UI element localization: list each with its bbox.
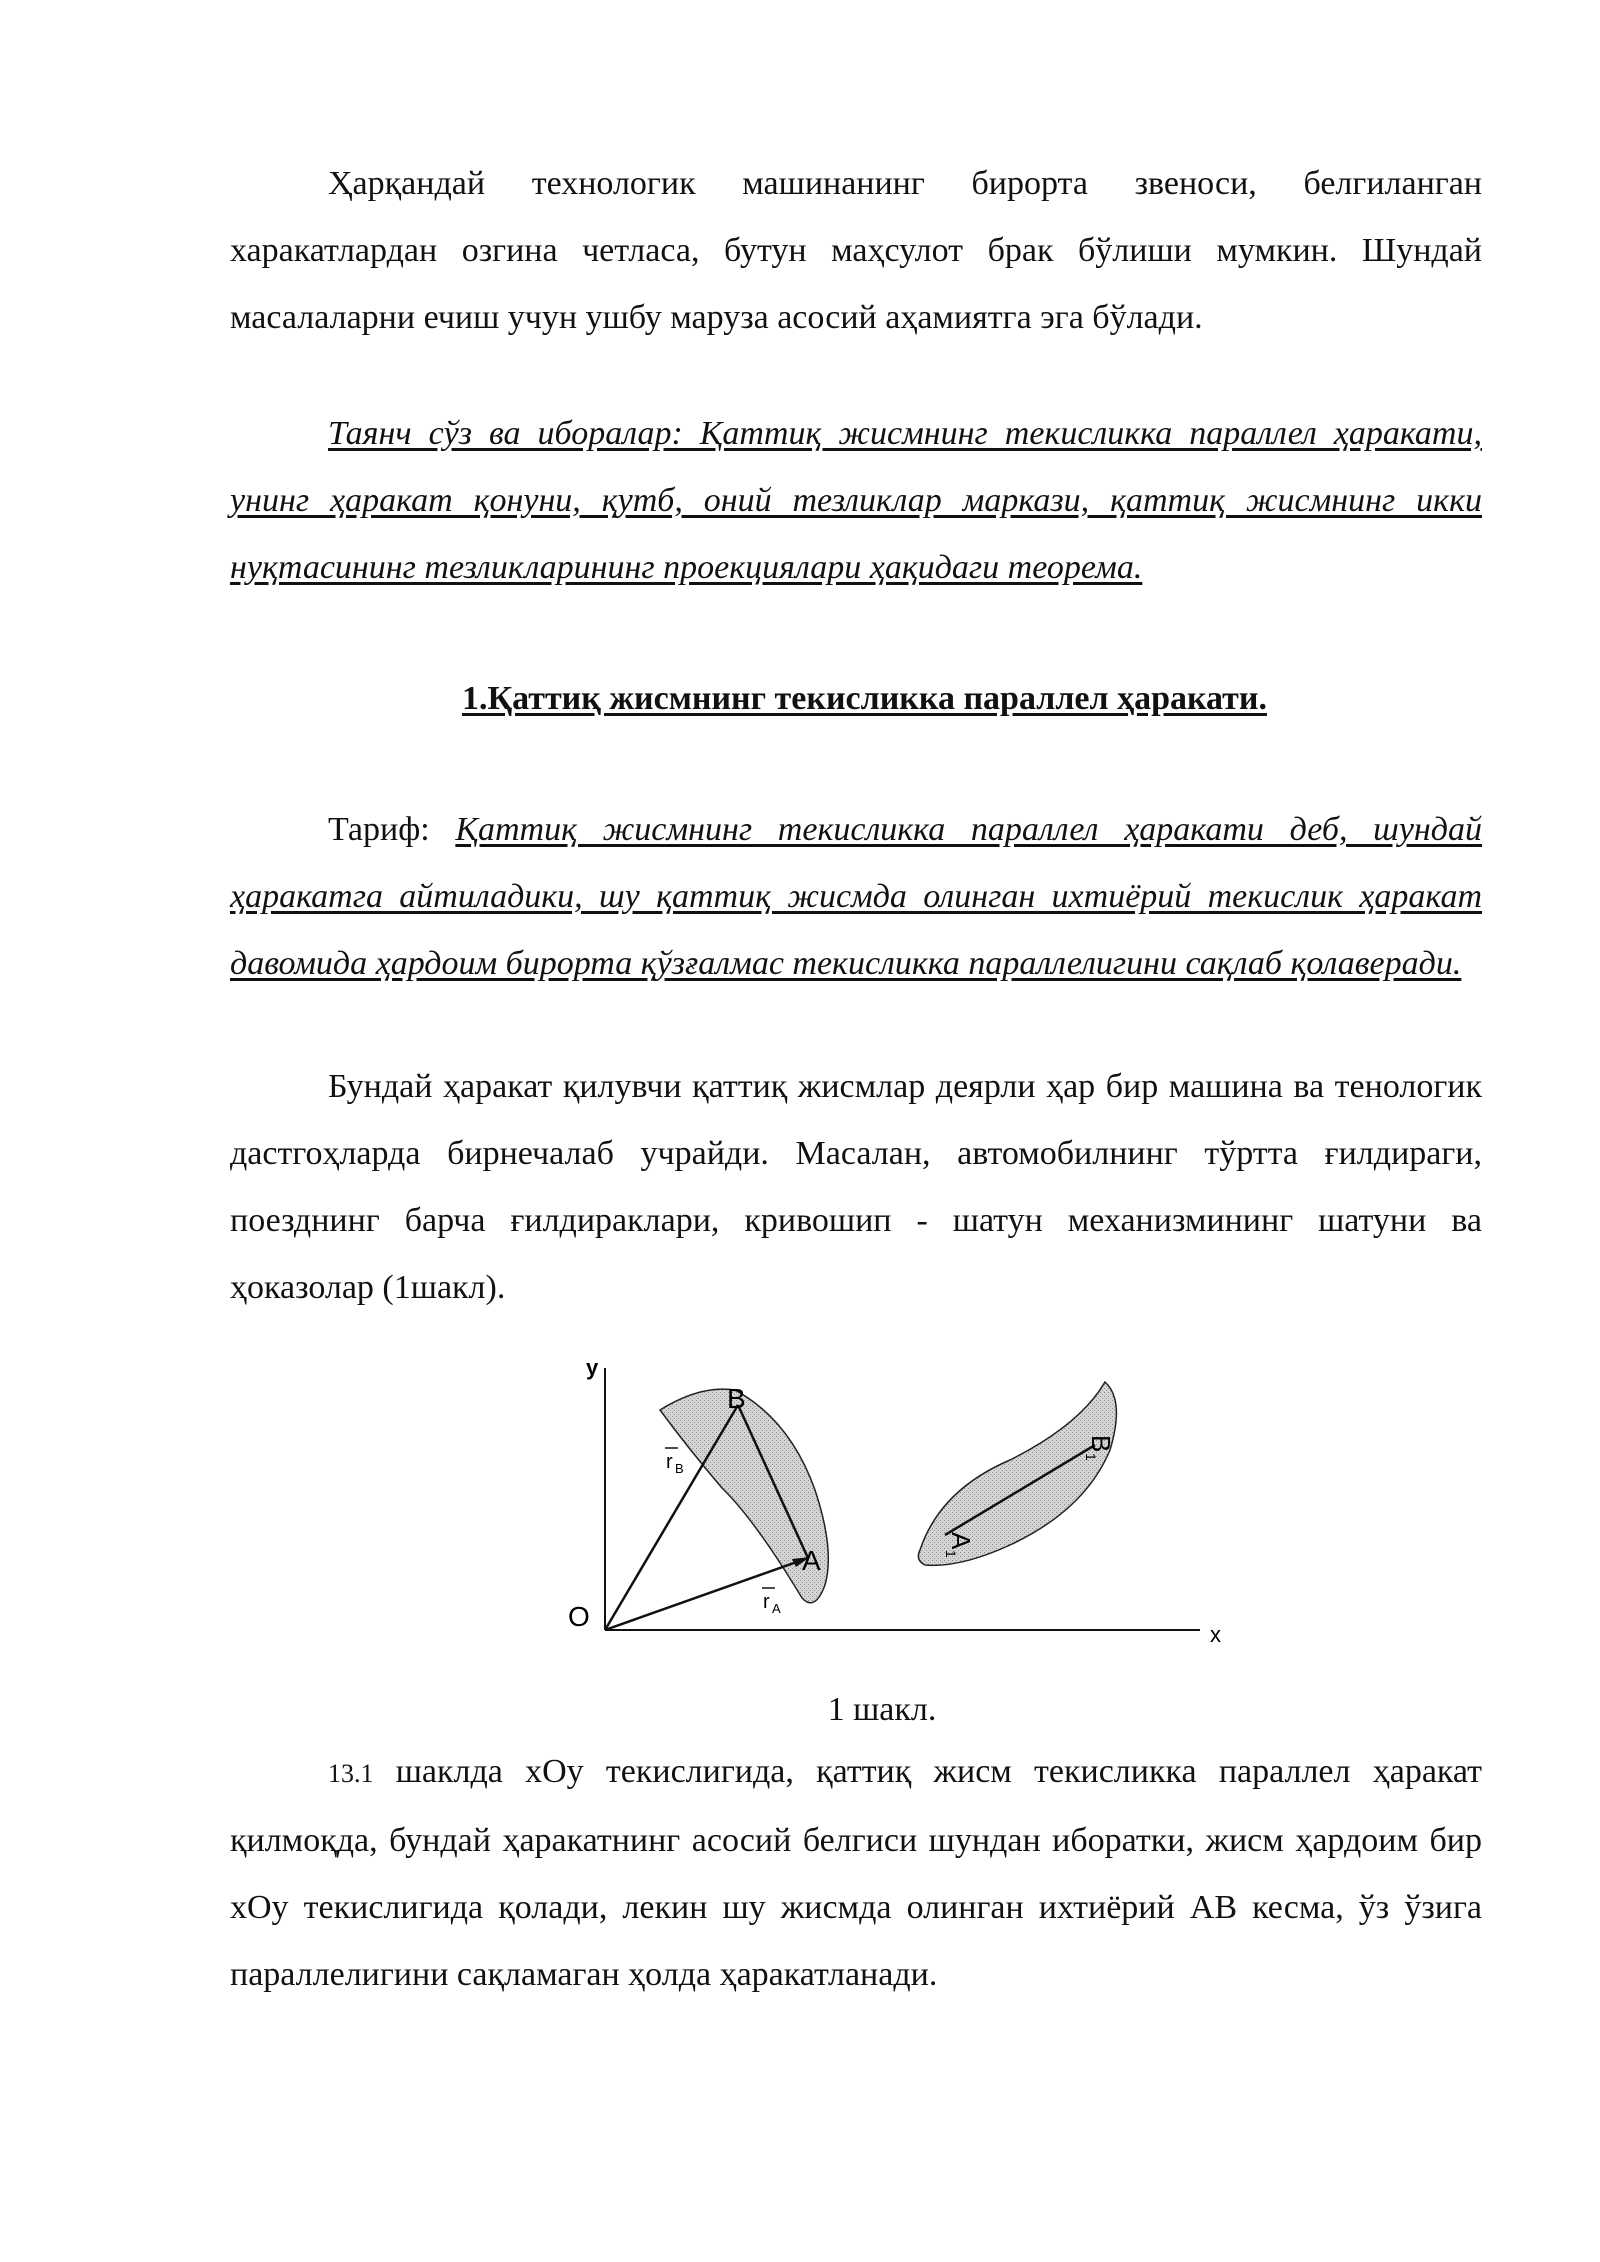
- vector-ra: [605, 1558, 808, 1630]
- figure-plane-motion: [540, 1340, 1260, 1665]
- point-b1-subscript: 1: [1083, 1453, 1099, 1461]
- vector-ra-symbol: r: [763, 1591, 770, 1613]
- point-b1-label: [1083, 1435, 1116, 1461]
- keywords-text: Таянч сўз ва иборалар: Қаттиқ жисмнинг текисликка параллел ҳаракати, унинг ҳаракат қонуни, қутб, оний тезликлар маркази, қаттиқ жисмнинг икки нуқтасининг тезликларининг проекциялари ҳақидаги теорема.: [230, 415, 1482, 586]
- examples-paragraph: Бундай ҳаракат қилувчи қаттиқ жисмлар деярли ҳар бир машина ва тенологик дастгоҳларда бирнечалаб учрайди. Масалан, автомобилнинг тўртта ғилдираги, поезднинг барча ғилдираклари, кривошип - шатун механизмининг шатуни ва ҳоказолар (1шакл).: [230, 1068, 1482, 1306]
- intro-paragraph: Ҳарқандай технологик машинанинг бирорта звеноси, белгиланган харакатлардан озгина четласа, бутун маҳсулот брак бўлиши мумкин. Шундай масалаларни ечиш учун ушбу маруза асосий аҳамиятга эга бўлади.: [230, 165, 1482, 336]
- point-b-label: B: [727, 1383, 746, 1414]
- explanation-paragraph: [230, 1738, 1482, 2008]
- point-a1-letter: A: [946, 1532, 976, 1550]
- figure-caption: 1 шакл.: [827, 1691, 937, 1728]
- figure-svg: [540, 1340, 1260, 1660]
- figure-number: 13.1: [328, 1759, 374, 1788]
- point-a1-subscript: 1: [943, 1550, 959, 1558]
- origin-label: O: [568, 1601, 590, 1632]
- definition-text: Қаттиқ жисмнинг текисликка параллел ҳаракати деб, шундай ҳаракатга айтиладики, шу қаттиқ жисмда олинган ихтиёрий текислик ҳаракат давомида ҳардоим бирорта қўзғалмас текисликка параллелигини сақлаб қолаверади.: [230, 811, 1482, 982]
- definition-paragraph: [230, 796, 1482, 997]
- point-a-label: A: [802, 1545, 821, 1576]
- vector-rb-symbol: r: [666, 1451, 673, 1473]
- vector-rb: [605, 1405, 738, 1630]
- vector-ra-subscript: A: [772, 1601, 781, 1616]
- keywords-paragraph: [230, 400, 1482, 601]
- vector-rb-label: [665, 1448, 684, 1476]
- vector-ra-label: [762, 1588, 781, 1616]
- explanation-text: шаклда хОу текислигида, қаттиқ жисм текисликка параллел ҳаракат қилмоқда, бундай ҳаракатнинг асосий белгиси шундан иборатки, жисм ҳардоим бир хОу текислигида қолади, лекин шу жисмда олинган ихтиёрий АВ кесма, ўз ўзига параллелигини сақламаган ҳолда ҳаракатланади.: [230, 1753, 1482, 1993]
- point-b1-letter: B: [1086, 1435, 1116, 1453]
- vector-rb-subscript: B: [675, 1461, 684, 1476]
- section-heading: 1.Қаттиқ жисмнинг текисликка параллел ҳаракати.: [462, 680, 1267, 717]
- y-axis-label: y: [586, 1355, 599, 1380]
- definition-label: Тариф:: [328, 811, 456, 848]
- x-axis-label: x: [1210, 1622, 1221, 1647]
